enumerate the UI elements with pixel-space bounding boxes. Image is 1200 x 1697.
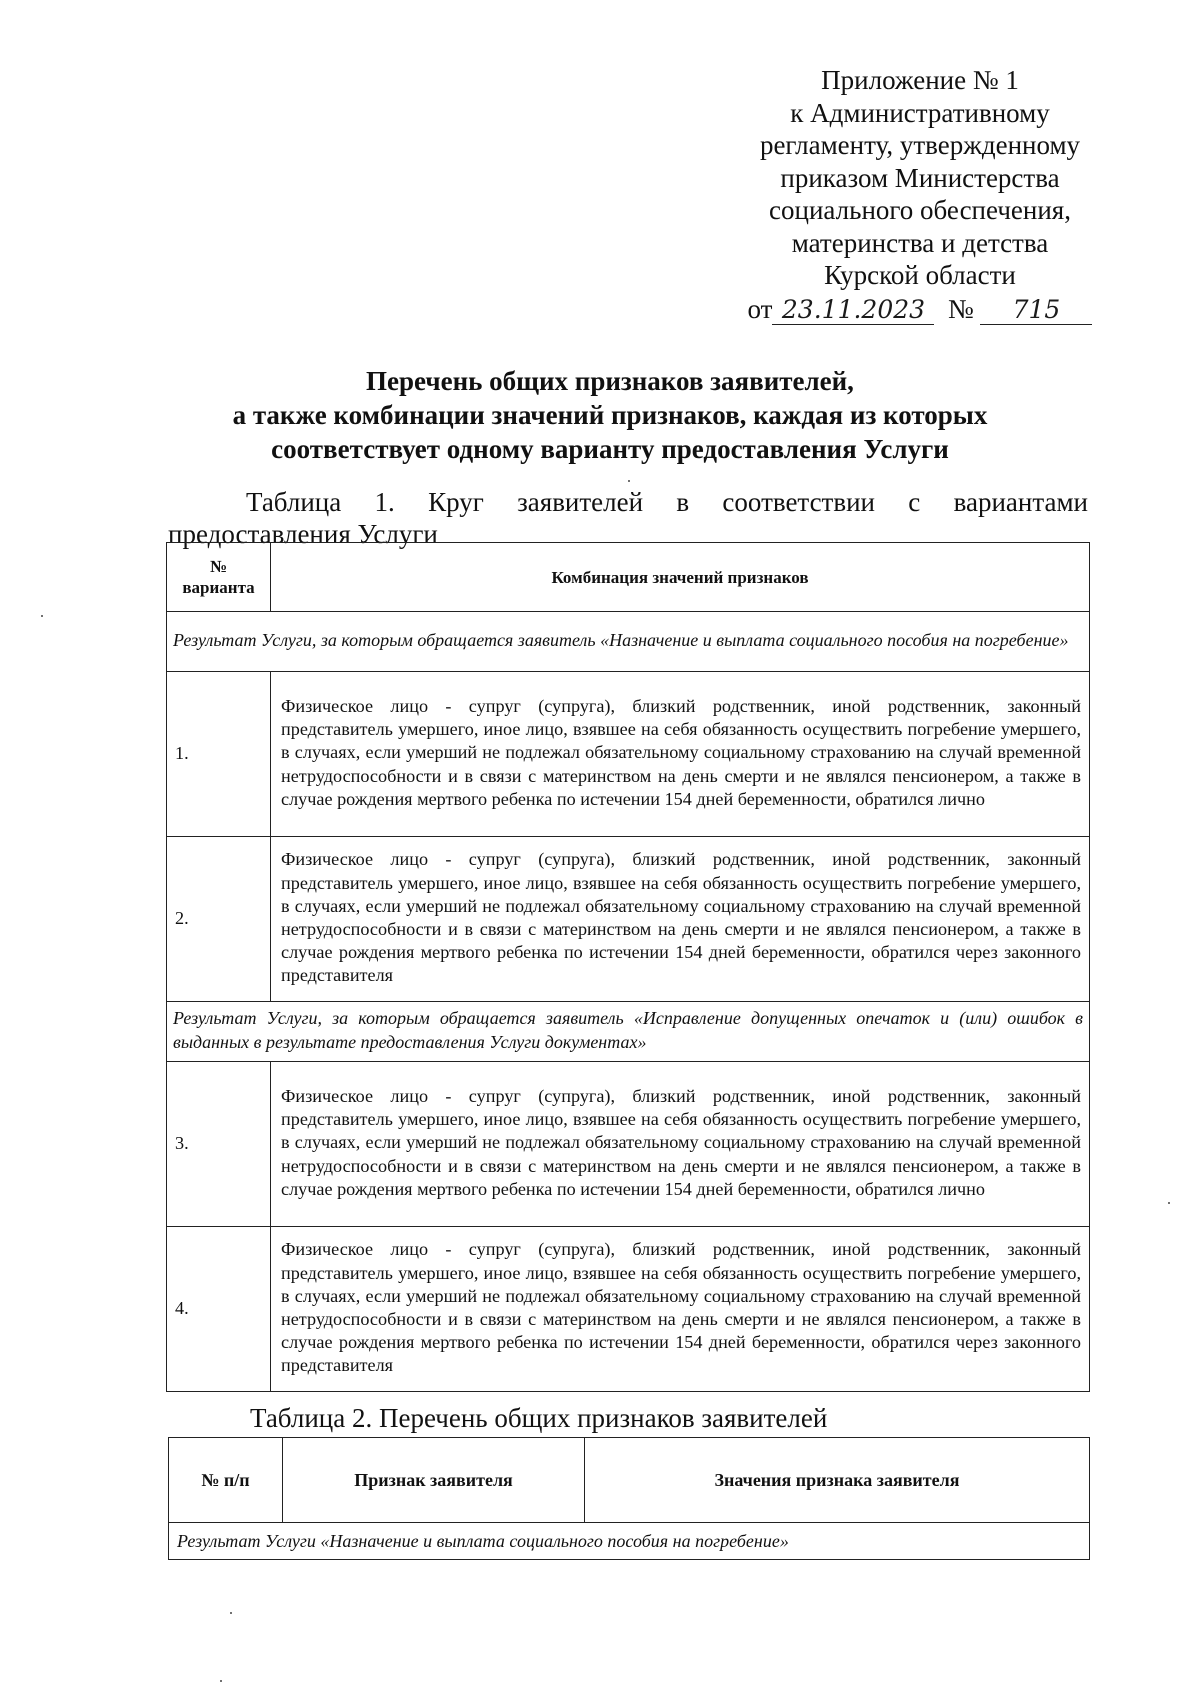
header-number-sign: № — [209, 557, 228, 576]
variant-number: 2. — [167, 837, 271, 1002]
table1-caption-line: Таблица 1. Круг заявителей в соответствии с вариантами — [246, 487, 1088, 517]
variant-number: 3. — [167, 1062, 271, 1227]
table1-caption-line: предоставления Услуги — [168, 519, 438, 549]
header-cell-combination: Комбинация значений признаков — [271, 543, 1090, 612]
title-line: соответствует одному варианту предоставления Услуги — [271, 434, 949, 464]
table-row — [167, 672, 1090, 837]
result-cell: Результат Услуги, за которым обращается заявитель «Исправление допущенных опечаток и (или) ошибок в выданных в результате предоставления Услуги документах» — [167, 1002, 1090, 1062]
variant-number: 1. — [167, 672, 271, 837]
scan-speck — [41, 615, 43, 617]
number-label: № — [947, 293, 974, 324]
result-cell: Результат Услуги, за которым обращается заявитель «Назначение и выплата социального пособия на погребение» — [167, 612, 1090, 672]
table-row — [167, 1227, 1090, 1392]
variant-number: 4. — [167, 1227, 271, 1392]
attributes-table — [168, 1437, 1090, 1560]
approval-line: Приложение № 1 — [821, 65, 1019, 95]
scan-speck — [230, 1612, 232, 1614]
result-cell: Результат Услуги «Назначение и выплата социального пособия на погребение» — [169, 1523, 1090, 1560]
approval-line: материнства и детства — [791, 227, 1049, 258]
result-row — [167, 1002, 1090, 1062]
title-line: Перечень общих признаков заявителей, — [366, 366, 854, 396]
scan-speck — [1168, 1202, 1170, 1204]
variants-table — [166, 542, 1090, 1392]
variant-description: Физическое лицо - супруг (супруга), близкий родственник, иной родственник, законный представитель умершего, иное лицо, взявшее на себя обязанность осуществить погребение умершего, в случаях, если умерший не подлежал обязательному социальному страхованию на случай временной нетрудоспособности и в связи с материнством на день смерти и не являлся пенсионером, а также в случае рождения мертвого ребенка по истечении 154 дней беременности, обратился через законного представителя — [271, 1227, 1090, 1392]
approval-line: приказом Министерства — [780, 162, 1060, 193]
table-header-row — [167, 543, 1090, 612]
table-header-row — [169, 1438, 1090, 1523]
scan-speck — [220, 1680, 222, 1682]
approval-line: к Административному — [790, 97, 1050, 128]
variant-description: Физическое лицо - супруг (супруга), близкий родственник, иной родственник, законный представитель умершего, иное лицо, взявшее на себя обязанность осуществить погребение умершего, в случаях, если умерший не подлежал обязательному социальному страхованию на случай временной нетрудоспособности и в связи с материнством на день смерти и не являлся пенсионером, а также в случае рождения мертвого ребенка по истечении 154 дней беременности, обратился через законного представителя — [271, 837, 1090, 1002]
approval-line: регламенту, утвержденному — [759, 130, 1081, 160]
table-row — [167, 837, 1090, 1002]
header-cell-values: Значения признака заявителя — [585, 1438, 1090, 1523]
result-row — [169, 1523, 1090, 1560]
header-cell-variant-number — [167, 543, 271, 612]
result-row — [167, 612, 1090, 672]
table-row — [167, 1062, 1090, 1227]
order-reference — [730, 293, 1110, 326]
document-title — [160, 364, 1060, 466]
handwritten-number: 715 — [980, 296, 1092, 325]
header-cell-attribute: Признак заявителя — [283, 1438, 585, 1523]
table2-caption: Таблица 2. Перечень общих признаков заявителей — [250, 1403, 828, 1433]
approval-line: Курской области — [824, 260, 1016, 290]
approval-block — [730, 64, 1110, 325]
variant-description: Физическое лицо - супруг (супруга), близкий родственник, иной родственник, законный представитель умершего, иное лицо, взявшее на себя обязанность осуществить погребение умершего, в случаях, если умерший не подлежал обязательному социальному страхованию на случай временной нетрудоспособности и в связи с материнством на день смерти и не являлся пенсионером, а также в случае рождения мертвого ребенка по истечении 154 дней беременности, обратился лично — [271, 672, 1090, 837]
table1-caption — [168, 486, 1088, 550]
title-line: а также комбинации значений признаков, каждая из которых — [232, 400, 988, 430]
approval-line: социального обеспечения, — [769, 195, 1071, 225]
variant-description: Физическое лицо - супруг (супруга), близкий родственник, иной родственник, законный представитель умершего, иное лицо, взявшее на себя обязанность осуществить погребение умершего, в случаях, если умерший не подлежал обязательному социальному страхованию на случай временной нетрудоспособности и в связи с материнством на день смерти и не являлся пенсионером, а также в случае рождения мертвого ребенка по истечении 154 дней беременности, обратился лично — [271, 1062, 1090, 1227]
header-cell-number: № п/п — [169, 1438, 283, 1523]
header-variant-label: варианта — [182, 578, 255, 597]
handwritten-date: 23.11.2023 — [772, 296, 934, 325]
from-label: от — [747, 293, 773, 324]
scan-speck — [628, 480, 630, 482]
